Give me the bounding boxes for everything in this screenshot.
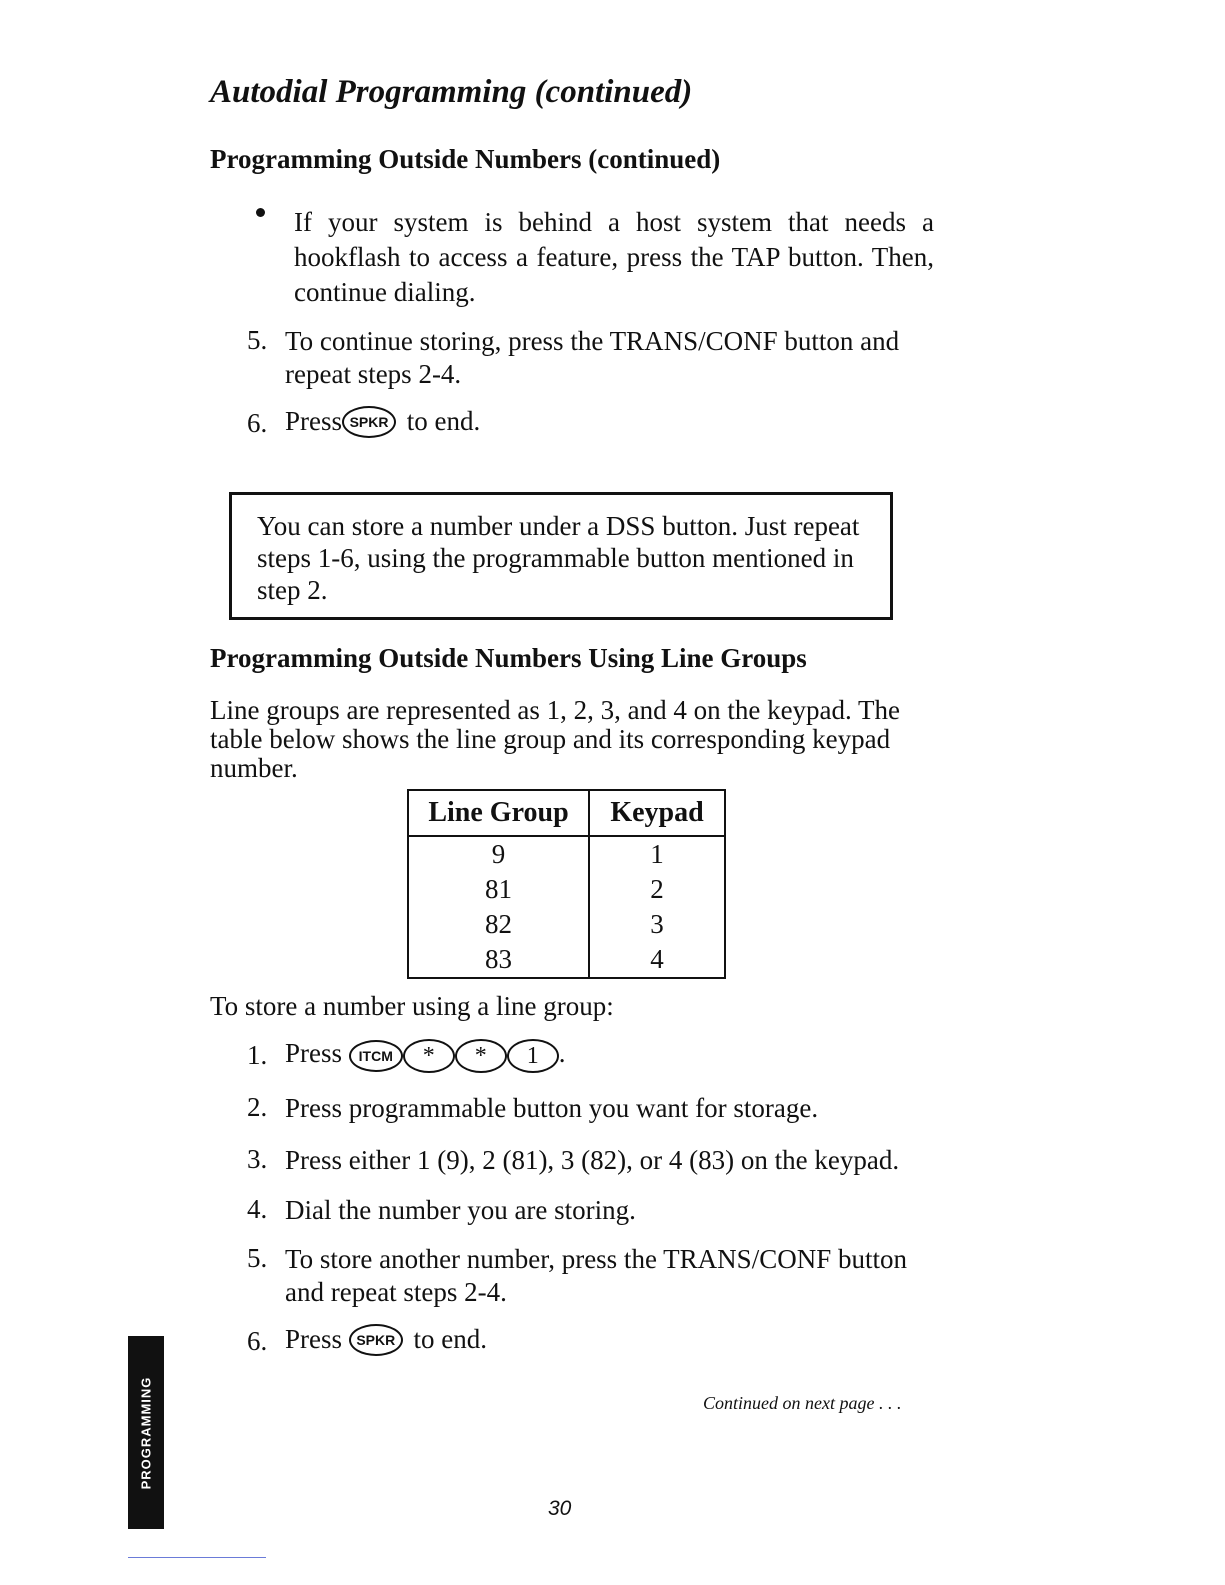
section-title: Autodial Programming (continued) bbox=[210, 74, 693, 110]
table-cell: 4 bbox=[650, 944, 664, 974]
step-number: 2. bbox=[247, 1092, 268, 1122]
heading-outside-numbers: Programming Outside Numbers (continued) bbox=[210, 144, 721, 174]
table-cell: 2 bbox=[650, 874, 664, 904]
spkr-key-icon: SPKR bbox=[349, 1324, 403, 1356]
heading-line-groups: Programming Outside Numbers Using Line Groups bbox=[210, 643, 807, 673]
step-text: To store another number, press the TRANS/CONF button and repeat steps 2-4. bbox=[285, 1244, 907, 1307]
side-tab-label: PROGRAMMING bbox=[138, 1376, 154, 1489]
table-cell: 81 bbox=[408, 872, 589, 907]
step-text: Dial the number you are storing. bbox=[285, 1195, 636, 1225]
press-label: Press bbox=[285, 1038, 343, 1068]
continued-note: Continued on next page . . . bbox=[703, 1393, 902, 1413]
step-text: Press either 1 (9), 2 (81), 3 (82), or 4 (83) on the keypad. bbox=[285, 1145, 900, 1175]
table-cell: 83 bbox=[408, 942, 589, 978]
table-cell: 9 bbox=[408, 836, 589, 872]
note-text: You can store a number under a DSS button. Just repeat steps 1-6, using the programmable button mentioned in step 2. bbox=[257, 511, 860, 605]
period: . bbox=[558, 1038, 566, 1068]
table-header: Line Group bbox=[408, 790, 589, 836]
table-header-row bbox=[408, 790, 725, 836]
step-number: 3. bbox=[247, 1144, 268, 1174]
line-group-table bbox=[407, 789, 726, 979]
table-cell: 3 bbox=[650, 909, 664, 939]
step-number: 5. bbox=[247, 1243, 268, 1273]
step-text bbox=[285, 1323, 487, 1360]
table-cell: 82 bbox=[408, 907, 589, 942]
bullet-text: If your system is behind a host system that needs a hookflash to access a feature, press the TAP button. Then, continue dialing. bbox=[294, 207, 934, 307]
step-number: 6. bbox=[247, 1326, 268, 1356]
one-key-icon: 1 bbox=[507, 1039, 559, 1073]
lead-in-text: To store a number using a line group: bbox=[210, 991, 614, 1021]
bullet-icon bbox=[256, 208, 265, 217]
press-label: Press bbox=[285, 406, 343, 436]
star-key-icon: * bbox=[403, 1039, 455, 1073]
step-number: 5. bbox=[247, 325, 268, 355]
step-text: To continue storing, press the TRANS/CONF button and repeat steps 2-4. bbox=[285, 326, 900, 389]
step-text: Press programmable button you want for storage. bbox=[285, 1093, 819, 1123]
step-text bbox=[285, 1037, 566, 1073]
intro-text: Line groups are represented as 1, 2, 3, and 4 on the keypad. The table below shows the line group and its corresponding keypad number. bbox=[210, 695, 901, 783]
table-row bbox=[408, 942, 725, 978]
itcm-key-icon: ITCM bbox=[349, 1040, 403, 1072]
table-row bbox=[408, 907, 725, 942]
page-number: 30 bbox=[548, 1497, 572, 1520]
table-header: Keypad bbox=[589, 790, 725, 836]
press-label: Press bbox=[285, 1324, 343, 1354]
table-row bbox=[408, 872, 725, 907]
step-text bbox=[285, 405, 480, 442]
table-row bbox=[408, 836, 725, 872]
star-key-icon: * bbox=[455, 1039, 507, 1073]
spkr-key-icon: SPKR bbox=[342, 406, 396, 438]
step-number: 6. bbox=[247, 408, 268, 438]
side-tab bbox=[128, 1336, 164, 1529]
table-cell: 1 bbox=[650, 839, 664, 869]
bottom-rule bbox=[128, 1557, 266, 1558]
step-number: 1. bbox=[247, 1040, 268, 1070]
end-label: to end. bbox=[406, 406, 481, 436]
step-number: 4. bbox=[247, 1194, 268, 1224]
end-label: to end. bbox=[413, 1324, 488, 1354]
